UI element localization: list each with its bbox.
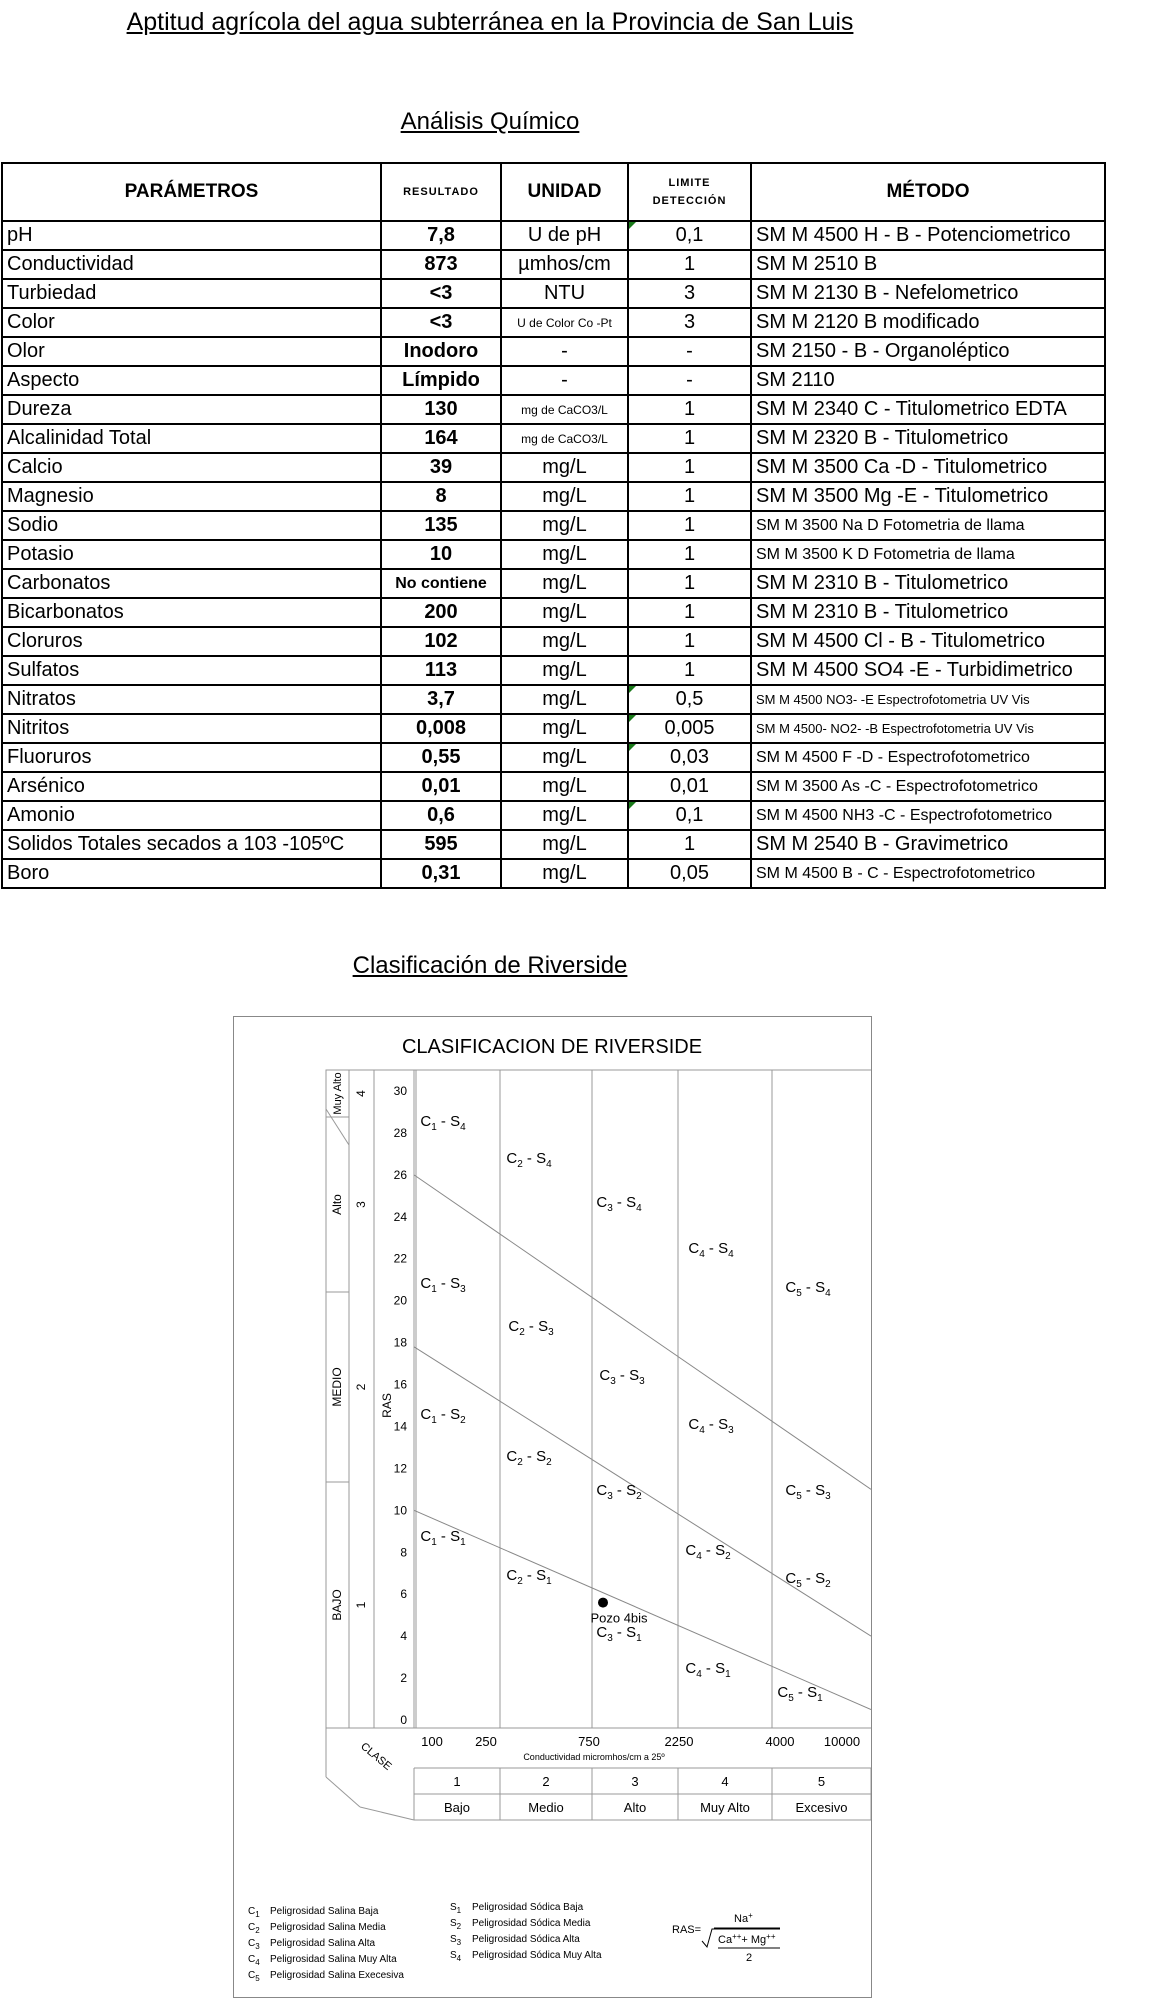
cell-unidad: mg de CaCO3/L [501, 395, 628, 424]
zone-label: $C_4 - S_3$ [688, 1416, 734, 1436]
cell-parametro: Conductividad [2, 250, 381, 279]
formula-lhs: RAS= [672, 1924, 702, 1936]
cell-resultado: 595 [381, 830, 501, 859]
cell-resultado: 7,8 [381, 221, 501, 250]
cell-unidad: mg/L [501, 511, 628, 540]
cell-metodo: SM M 2320 B - Titulometrico [751, 424, 1105, 453]
x-tick-label: 4000 [765, 1734, 795, 1749]
zone-label: $C_2 - S_2$ [506, 1448, 552, 1468]
main-title: Aptitud agrícola del agua subterránea en la Provincia de San Luis [126, 8, 854, 36]
cell-parametro: Sulfatos [2, 656, 381, 685]
cell-metodo: SM M 4500 SO4 -E - Turbidimetrico [751, 656, 1105, 685]
table-row [2, 221, 1105, 250]
clase-label: CLASE [358, 1740, 394, 1773]
x-tick-label: 250 [475, 1734, 497, 1749]
y-tick-label: 14 [393, 1419, 407, 1434]
legend-salinity-symbol: $C_4$ [248, 1954, 260, 1967]
table-row [2, 250, 1105, 279]
x-axis-label: Conductividad micromhos/cm a 25º [523, 1752, 665, 1762]
legend-salinity-symbol: $C_1$ [248, 1906, 260, 1919]
zone-label: $C_3 - S_4$ [596, 1194, 642, 1214]
cell-resultado: 135 [381, 511, 501, 540]
salinity-class-label: Bajo [443, 1800, 471, 1815]
riverside-title: Clasificación de Riverside [352, 952, 628, 979]
data-point-label: Pozo 4bis [590, 1610, 648, 1626]
cell-resultado: 0,31 [381, 859, 501, 888]
table-row [2, 598, 1105, 627]
cell-resultado: 200 [381, 598, 501, 627]
riverside-chart-frame [233, 1016, 872, 1998]
sodium-class-label: Alto [330, 1194, 344, 1215]
cell-metodo: SM M 2510 B [751, 250, 1105, 279]
cell-limite: 0,01 [628, 772, 751, 801]
cell-metodo: SM M 4500 Cl - B - Titulometrico [751, 627, 1105, 656]
cell-parametro: Solidos Totales secados a 103 -105ºC [2, 830, 381, 859]
cell-unidad: NTU [501, 279, 628, 308]
cell-metodo: SM M 2340 C - Titulometrico EDTA [751, 395, 1105, 424]
cell-resultado: 873 [381, 250, 501, 279]
cell-parametro: Turbiedad [2, 279, 381, 308]
cell-resultado: 8 [381, 482, 501, 511]
cell-parametro: Bicarbonatos [2, 598, 381, 627]
cell-limite: 1 [628, 482, 751, 511]
cell-parametro: Carbonatos [2, 569, 381, 598]
cell-unidad: µmhos/cm [501, 250, 628, 279]
table-row [2, 279, 1105, 308]
sodium-class-number: 3 [354, 1201, 368, 1208]
legend-salinity-symbol: $C_2$ [248, 1922, 260, 1935]
cell-unidad: U de Color Co -Pt [501, 308, 628, 337]
cell-parametro: Color [2, 308, 381, 337]
zone-label: $C_1 - S_4$ [420, 1113, 466, 1133]
table-row [2, 714, 1105, 743]
cell-resultado: 0,55 [381, 743, 501, 772]
cell-metodo: SM M 4500 NH3 -C - Espectrofotometrico [751, 801, 1105, 830]
cell-limite: 0,03 [628, 743, 751, 772]
legend-salinity-symbol: $C_5$ [248, 1970, 260, 1983]
cell-unidad: U de pH [501, 221, 628, 250]
cell-metodo: SM M 4500 B - C - Espectrofotometrico [751, 859, 1105, 888]
legend-salinity-symbol: $C_3$ [248, 1938, 260, 1951]
header-unidad: UNIDAD [501, 163, 628, 221]
cell-metodo: SM M 3500 Mg -E - Titulometrico [751, 482, 1105, 511]
zone-label: $C_3 - S_1$ [596, 1624, 642, 1644]
sodium-class-label: BAJO [330, 1589, 344, 1621]
header-resultado: RESULTADO [381, 163, 501, 221]
cell-unidad: mg/L [501, 453, 628, 482]
zone-label: $C_1 - S_3$ [420, 1275, 466, 1295]
cell-limite: 1 [628, 511, 751, 540]
cell-metodo: SM M 2310 B - Titulometrico [751, 569, 1105, 598]
detection-flag-marker [629, 744, 636, 751]
zone-label: $C_4 - S_2$ [685, 1542, 731, 1562]
cell-limite: 1 [628, 453, 751, 482]
zone-label: $C_5 - S_2$ [785, 1570, 831, 1590]
cell-metodo: SM M 4500 F -D - Espectrofotometrico [751, 743, 1105, 772]
cell-unidad: mg/L [501, 772, 628, 801]
cell-unidad: mg/L [501, 830, 628, 859]
table-row [2, 308, 1105, 337]
x-tick-label: 750 [578, 1734, 600, 1749]
cell-unidad: mg/L [501, 859, 628, 888]
legend-sodium-text: Peligrosidad Sódica Alta [472, 1934, 580, 1945]
formula-divisor: 2 [746, 1952, 753, 1964]
cell-parametro: Nitritos [2, 714, 381, 743]
table-row [2, 627, 1105, 656]
cell-resultado: 39 [381, 453, 501, 482]
cell-metodo: SM M 3500 Ca -D - Titulometrico [751, 453, 1105, 482]
table-row [2, 424, 1105, 453]
cell-parametro: Nitratos [2, 685, 381, 714]
cell-unidad: mg/L [501, 627, 628, 656]
cell-unidad: mg/L [501, 801, 628, 830]
cell-unidad: mg/L [501, 598, 628, 627]
y-tick-label: 24 [393, 1209, 407, 1224]
cell-limite: 0,005 [628, 714, 751, 743]
cell-limite: - [628, 366, 751, 395]
zone-label: $C_5 - S_1$ [777, 1684, 823, 1704]
zone-label: $C_1 - S_2$ [420, 1406, 466, 1426]
cell-unidad: mg/L [501, 685, 628, 714]
legend-sodium-symbol: $S_1$ [450, 1902, 462, 1915]
cell-parametro: Alcalinidad Total [2, 424, 381, 453]
table-row [2, 685, 1105, 714]
table-row [2, 859, 1105, 888]
salinity-class-label: Excesivo [795, 1800, 848, 1815]
y-tick-label: 2 [400, 1671, 407, 1686]
legend-sodium-text: Peligrosidad Sódica Media [472, 1918, 591, 1929]
table-row [2, 482, 1105, 511]
cell-metodo: SM M 3500 Na D Fotometria de llama [751, 511, 1105, 540]
table-row [2, 453, 1105, 482]
zone-label: $C_3 - S_3$ [599, 1367, 645, 1387]
legend-salinity-text: Peligrosidad Salina Execesiva [270, 1970, 404, 1981]
cell-metodo: SM M 3500 As -C - Espectrofotometrico [751, 772, 1105, 801]
cell-unidad: mg/L [501, 569, 628, 598]
cell-limite: 3 [628, 279, 751, 308]
cell-limite: 0,5 [628, 685, 751, 714]
table-row [2, 830, 1105, 859]
cell-metodo: SM M 4500- NO2- -B Espectrofotometria UV Vis [751, 714, 1105, 743]
cell-resultado: 3,7 [381, 685, 501, 714]
cell-resultado: 10 [381, 540, 501, 569]
cell-resultado: 0,01 [381, 772, 501, 801]
cell-unidad: - [501, 337, 628, 366]
cell-parametro: Aspecto [2, 366, 381, 395]
salinity-class-number: 5 [817, 1774, 826, 1789]
legend-sodium-text: Peligrosidad Sódica Muy Alta [472, 1950, 602, 1961]
cell-parametro: Calcio [2, 453, 381, 482]
formula-denominator: Ca+++ Mg++ [718, 1932, 776, 1946]
cell-metodo: SM M 2540 B - Gravimetrico [751, 830, 1105, 859]
salinity-class-number: 1 [453, 1774, 461, 1789]
salinity-class-label: Muy Alto [700, 1800, 750, 1815]
cell-resultado: No contiene [381, 569, 501, 598]
cell-limite: 0,1 [628, 221, 751, 250]
detection-flag-marker [629, 222, 636, 229]
sodium-class-number: 4 [354, 1090, 368, 1097]
zone-label: $C_4 - S_1$ [685, 1660, 731, 1680]
zone-label: $C_2 - S_1$ [506, 1567, 552, 1587]
cell-limite: 1 [628, 395, 751, 424]
salinity-class-number: 2 [542, 1774, 550, 1789]
y-tick-label: 26 [393, 1167, 407, 1182]
header-metodo: MÉTODO [751, 163, 1105, 221]
y-tick-label: 16 [393, 1377, 407, 1392]
cell-parametro: Magnesio [2, 482, 381, 511]
table-row [2, 743, 1105, 772]
zone-label: $C_2 - S_4$ [506, 1150, 552, 1170]
y-tick-label: 18 [393, 1335, 407, 1350]
cell-resultado: 102 [381, 627, 501, 656]
salinity-class-number: 4 [721, 1774, 729, 1789]
table-row [2, 366, 1105, 395]
legend-salinity-text: Peligrosidad Salina Alta [270, 1938, 376, 1949]
sodium-class-number: 2 [354, 1383, 368, 1391]
cell-parametro: Dureza [2, 395, 381, 424]
table-row [2, 772, 1105, 801]
cell-resultado: 0,008 [381, 714, 501, 743]
cell-unidad: mg/L [501, 656, 628, 685]
chart-title: CLASIFICACION DE RIVERSIDE [401, 1036, 703, 1058]
sodium-boundary-line [414, 1175, 871, 1490]
salinity-class-label: Medio [528, 1800, 564, 1815]
zone-label: $C_5 - S_4$ [785, 1279, 831, 1299]
clase-diagonal [360, 1807, 414, 1820]
cell-limite: 0,05 [628, 859, 751, 888]
table-row [2, 337, 1105, 366]
cell-unidad: - [501, 366, 628, 395]
legend-sodium-symbol: $S_3$ [450, 1934, 462, 1947]
x-tick-label: 2250 [664, 1734, 694, 1749]
x-tick-label: 10000 [823, 1734, 861, 1749]
header-limite-text: LIMITE DETECCIÓN [652, 177, 727, 207]
cell-limite: 1 [628, 540, 751, 569]
cell-limite: 0,1 [628, 801, 751, 830]
y-tick-label: 30 [393, 1084, 407, 1098]
legend-sodium-text: Peligrosidad Sódica Baja [472, 1902, 584, 1913]
cell-metodo: SM 2110 [751, 366, 1105, 395]
legend-salinity-text: Peligrosidad Salina Muy Alta [270, 1954, 397, 1965]
cell-parametro: Boro [2, 859, 381, 888]
cell-limite: 1 [628, 569, 751, 598]
table-header-row [2, 163, 1105, 221]
cell-limite: 1 [628, 250, 751, 279]
header-limite [628, 163, 751, 221]
sodium-class-label: Muy Alto [332, 1072, 344, 1115]
cell-limite: 1 [628, 627, 751, 656]
zone-label: $C_2 - S_3$ [508, 1318, 554, 1338]
detection-flag-marker [629, 802, 636, 809]
zone-label: $C_1 - S_1$ [420, 1528, 466, 1548]
cell-parametro: Arsénico [2, 772, 381, 801]
y-tick-label: 12 [393, 1461, 407, 1476]
cell-resultado: <3 [381, 308, 501, 337]
header-parametros: PARÁMETROS [2, 163, 381, 221]
riverside-chart [234, 1017, 871, 1997]
cell-unidad: mg/L [501, 743, 628, 772]
cell-metodo: SM M 4500 H - B - Potenciometrico [751, 221, 1105, 250]
legend-sodium-symbol: $S_2$ [450, 1918, 462, 1931]
cell-resultado: Inodoro [381, 337, 501, 366]
cell-metodo: SM M 3500 K D Fotometria de llama [751, 540, 1105, 569]
cell-parametro: Amonio [2, 801, 381, 830]
detection-flag-marker [629, 686, 636, 693]
cell-limite: 1 [628, 656, 751, 685]
y-tick-label: 10 [393, 1503, 407, 1518]
cell-resultado: Límpido [381, 366, 501, 395]
data-point [598, 1598, 608, 1608]
cell-parametro: Cloruros [2, 627, 381, 656]
y-tick-label: 28 [393, 1125, 407, 1140]
cell-limite: 1 [628, 830, 751, 859]
sodium-class-number: 1 [354, 1601, 368, 1609]
cell-limite: 1 [628, 598, 751, 627]
table-row [2, 511, 1105, 540]
cell-limite: 1 [628, 424, 751, 453]
table-row [2, 801, 1105, 830]
x-tick-label: 100 [421, 1734, 443, 1749]
table-row [2, 569, 1105, 598]
cell-parametro: Olor [2, 337, 381, 366]
y-tick-label: 8 [400, 1545, 407, 1560]
table-row [2, 540, 1105, 569]
legend-salinity-text: Peligrosidad Salina Baja [270, 1906, 379, 1917]
salinity-class-number: 3 [631, 1774, 639, 1789]
legend-sodium-symbol: $S_4$ [450, 1950, 462, 1963]
cell-unidad: mg/L [501, 714, 628, 743]
zone-label: $C_4 - S_4$ [688, 1240, 734, 1260]
cell-parametro: pH [2, 221, 381, 250]
table-row [2, 656, 1105, 685]
cell-resultado: 113 [381, 656, 501, 685]
salinity-class-label: Alto [623, 1800, 647, 1815]
analysis-table [1, 162, 1106, 889]
table-row [2, 395, 1105, 424]
y-tick-label: 4 [400, 1629, 407, 1644]
cell-parametro: Potasio [2, 540, 381, 569]
cell-metodo: SM M 2310 B - Titulometrico [751, 598, 1105, 627]
sodium-class-label: MEDIO [330, 1367, 344, 1407]
cell-parametro: Sodio [2, 511, 381, 540]
analysis-title: Análisis Químico [400, 108, 580, 135]
cell-limite: - [628, 337, 751, 366]
cell-parametro: Fluoruros [2, 743, 381, 772]
cell-unidad: mg de CaCO3/L [501, 424, 628, 453]
y-tick-label: 0 [400, 1713, 407, 1727]
cell-resultado: <3 [381, 279, 501, 308]
zone-label: $C_5 - S_3$ [785, 1482, 831, 1502]
legend-salinity-text: Peligrosidad Salina Media [270, 1922, 386, 1933]
cell-resultado: 130 [381, 395, 501, 424]
cell-unidad: mg/L [501, 482, 628, 511]
detection-flag-marker [629, 715, 636, 722]
cell-resultado: 164 [381, 424, 501, 453]
cell-resultado: 0,6 [381, 801, 501, 830]
cell-metodo: SM M 4500 NO3- -E Espectrofotometria UV Vis [751, 685, 1105, 714]
y-tick-label: 22 [393, 1251, 407, 1266]
cell-limite: 3 [628, 308, 751, 337]
cell-metodo: SM M 2130 B - Nefelometrico [751, 279, 1105, 308]
formula-numerator: Na+ [734, 1911, 753, 1925]
cell-unidad: mg/L [501, 540, 628, 569]
cell-metodo: SM 2150 - B - Organoléptico [751, 337, 1105, 366]
zone-label: $C_3 - S_2$ [596, 1482, 642, 1502]
y-tick-label: 6 [400, 1587, 407, 1602]
clase-diagonal [326, 1777, 360, 1807]
y-axis-label: RAS [380, 1393, 394, 1418]
cell-metodo: SM M 2120 B modificado [751, 308, 1105, 337]
y-tick-label: 20 [393, 1293, 407, 1308]
